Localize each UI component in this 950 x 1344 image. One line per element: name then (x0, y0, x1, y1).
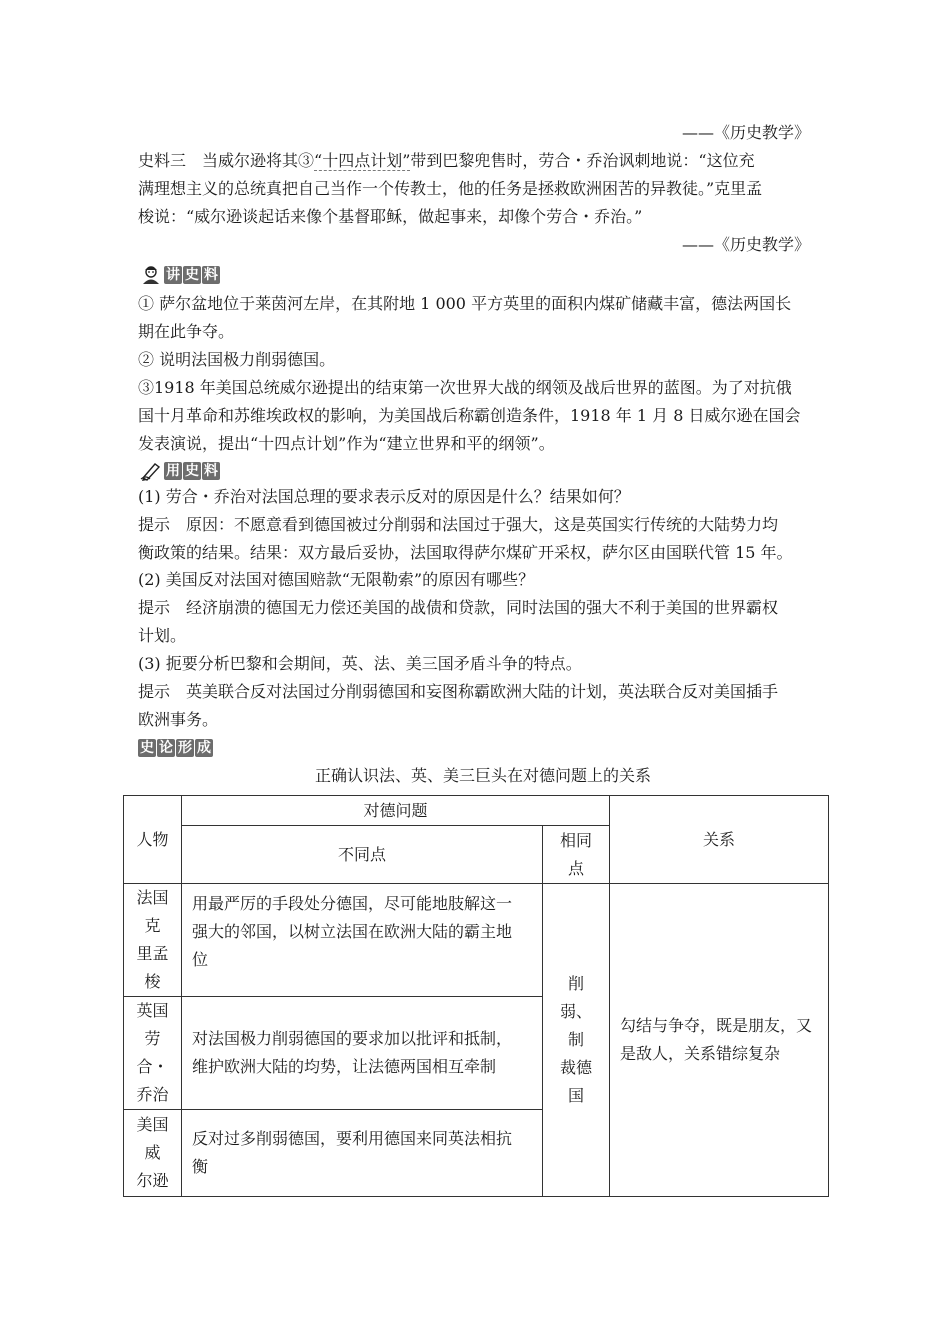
person-cell (124, 884, 182, 997)
person-text: 威 (144, 1143, 161, 1162)
material-three-suffix: 带到巴黎兜售时，劳合・乔治讽刺地说：“这位充 (410, 151, 755, 170)
hint-line: 提示 经济崩溃的德国无力偿还美国的战债和贷款，同时法国的强大不利于美国的世界霸权 (138, 598, 779, 617)
person-text: 里孟 (136, 944, 169, 963)
hint-line: 衡政策的结果。结果：双方最后妥协，法国取得萨尔煤矿开采权，萨尔区由国联代管 15 年。 (138, 543, 793, 562)
hint-line: 欧洲事务。 (138, 710, 219, 729)
person-text: 英国 (136, 1001, 169, 1020)
difference-cell (182, 884, 543, 997)
relation-cell (610, 884, 829, 1197)
section-label-char: 料 (204, 463, 218, 479)
explain-line: ② 说明法国极力削弱德国。 (138, 350, 336, 369)
material-three-line: 梭说：“威尔逊谈起话来像个基督耶稣，做起事来，却像个劳合・乔治。” (138, 207, 643, 226)
material-three-line (138, 150, 828, 172)
teacher-icon (140, 265, 162, 285)
common-text: 国 (568, 1086, 585, 1105)
person-cell (124, 1110, 182, 1197)
section-label-char: 用 (166, 463, 180, 479)
explain-line: ③1918 年美国总统威尔逊提出的结束第一次世界大战的纲领及战后世界的蓝图。为了对抗俄 (138, 378, 792, 397)
pen-icon (140, 461, 162, 481)
explain-line: 发表演说，提出“十四点计划”作为“建立世界和平的纲领”。 (138, 434, 555, 453)
difference-cell (182, 997, 543, 1110)
section-label-char: 形 (178, 740, 192, 756)
question-line: (3) 扼要分析巴黎和会期间，英、法、美三国矛盾斗争的特点。 (138, 654, 582, 673)
hint-line: 提示 英美联合反对法国过分削弱德国和妄图称霸欧洲大陆的计划，英法联合反对美国插手 (138, 682, 779, 701)
header-common-text: 相同 (560, 830, 593, 850)
question-line: (1) 劳合・乔治对法国总理的要求表示反对的原因是什么？结果如何？ (138, 487, 630, 506)
difference-text: 对法国极力削弱德国的要求加以批评和抵制， (192, 1029, 513, 1048)
header-issue: 对德问题 (182, 796, 610, 826)
table-row (124, 884, 829, 997)
difference-text: 用最严厉的手段处分德国，尽可能地肢解这一 (192, 894, 513, 913)
person-text: 美国 (136, 1115, 169, 1134)
common-text: 裁德 (560, 1058, 593, 1077)
fourteen-points-underlined: “十四点计划” (314, 151, 411, 170)
header-common (543, 826, 610, 884)
common-cell (543, 884, 610, 1197)
section-label-char: 史 (185, 267, 199, 283)
source-citation: ——《历史教学》 (681, 123, 810, 142)
relation-text: 是敌人，关系错综复杂 (620, 1044, 781, 1063)
section-label-char: 史 (140, 740, 154, 756)
section-header-form (138, 737, 214, 759)
question-line: (2) 美国反对法国对德国赔款“无限勒索”的原因有哪些？ (138, 570, 535, 589)
difference-text: 维护欧洲大陆的均势，让法德两国相互牵制 (192, 1057, 497, 1076)
difference-text: 强大的邻国，以树立法国在欧洲大陆的霸主地 (192, 922, 513, 941)
section-label-char: 讲 (166, 267, 180, 283)
person-text: 法国 (136, 888, 169, 907)
hint-line: 提示 原因：不愿意看到德国被过分削弱和法国过于强大，这是英国实行传统的大陆势力均 (138, 515, 779, 534)
relations-table (123, 795, 829, 1197)
difference-text: 反对过多削弱德国，要利用德国来同英法相抗 (192, 1129, 513, 1148)
section-header-explain (140, 264, 221, 286)
difference-text: 位 (192, 950, 209, 969)
section-header-use (140, 460, 221, 482)
difference-cell (182, 1110, 543, 1197)
common-text: 削 (568, 974, 585, 993)
source-citation: ——《历史教学》 (681, 235, 810, 254)
person-text: 合・ (136, 1057, 169, 1076)
difference-text: 衡 (192, 1157, 209, 1176)
header-difference: 不同点 (182, 826, 543, 884)
section-label-char: 料 (204, 267, 218, 283)
person-text: 乔治 (136, 1085, 169, 1104)
hint-line: 计划。 (138, 626, 187, 645)
header-common-text: 点 (568, 858, 585, 878)
person-text: 尔逊 (136, 1171, 169, 1190)
person-cell (124, 997, 182, 1110)
table-caption: 正确认识法、英、美三巨头在对德问题上的关系 (314, 766, 651, 785)
person-text: 劳 (144, 1029, 161, 1048)
header-relation: 关系 (610, 796, 829, 884)
material-three-prefix: 史料三 当威尔逊将其③ (138, 151, 315, 170)
common-text: 弱、 (560, 1002, 593, 1021)
material-three-line: 满理想主义的总统真把自己当作一个传教士，他的任务是拯救欧洲困苦的异教徒。”克里孟 (138, 179, 763, 198)
common-text: 制 (568, 1030, 585, 1049)
section-label-char: 成 (197, 740, 211, 756)
section-label-char: 史 (185, 463, 199, 479)
explain-line: ① 萨尔盆地位于莱茵河左岸，在其附地 1 000 平方英里的面积内煤矿储藏丰富，德法两国长 (138, 294, 792, 313)
explain-line: 期在此争夺。 (138, 322, 235, 341)
person-text: 梭 (144, 972, 161, 991)
relation-text: 勾结与争夺，既是朋友，又 (620, 1016, 813, 1035)
section-label-char: 论 (159, 740, 173, 756)
person-text: 克 (144, 916, 161, 935)
explain-line: 国十月革命和苏维埃政权的影响，为美国战后称霸创造条件，1918 年 1 月 8 日威尔逊在国会 (138, 406, 801, 425)
header-person: 人物 (124, 796, 182, 884)
